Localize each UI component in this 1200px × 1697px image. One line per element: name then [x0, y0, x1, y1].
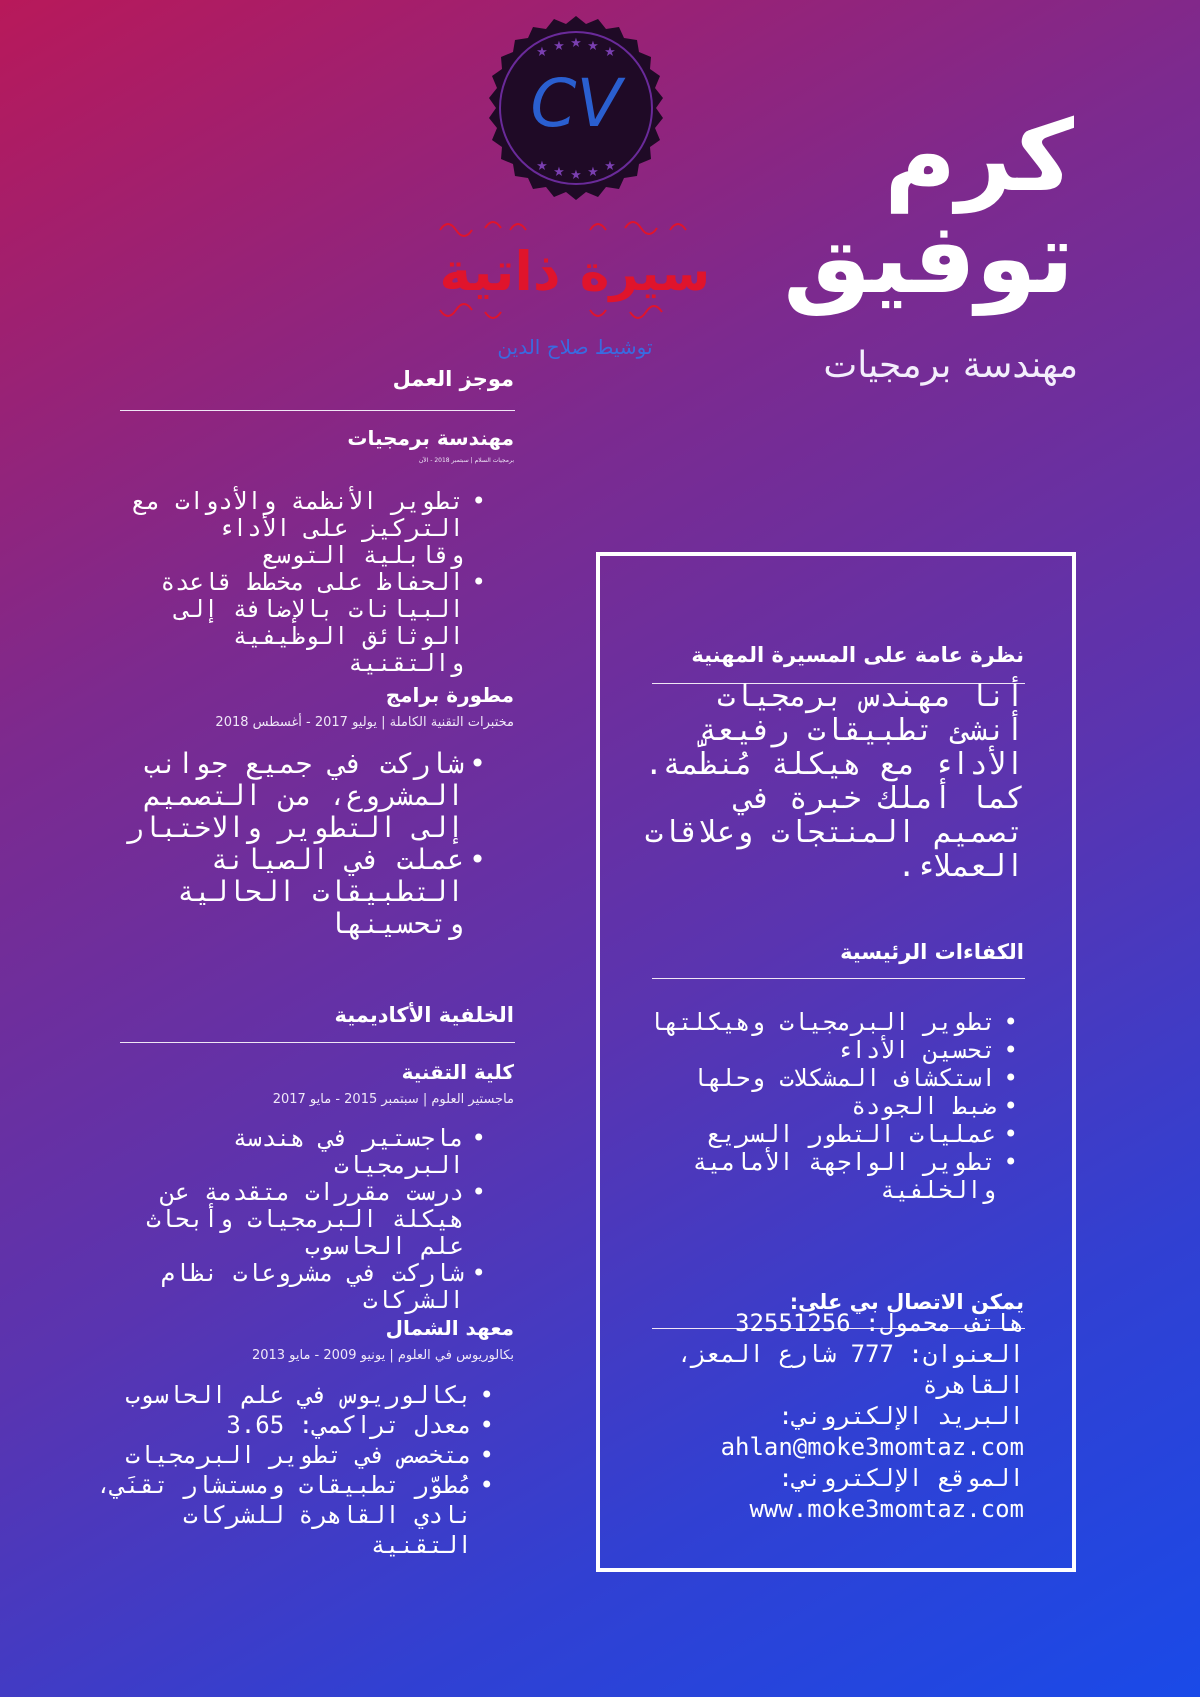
contact-email-label: البريد الإلكتروني:	[778, 1402, 1024, 1430]
list-item: • تطوير الأنظمة والأدوات مع التركيز على الأداء وقابلية التوسع	[112, 488, 492, 569]
school-title-2: معهد الشمال	[385, 1316, 514, 1340]
job-bullets-2	[112, 748, 492, 940]
education-heading: الخلفية الأكاديمية	[334, 1003, 514, 1027]
contact-website-label: الموقع الإلكتروني:	[778, 1464, 1024, 1492]
competencies-heading: الكفاءات الرئيسية	[840, 940, 1024, 964]
list-item: • الحفاظ على مخطط قاعدة البيانات بالإضافة إلى الوثائق الوظيفية والتقنية	[112, 569, 492, 677]
svg-text:★: ★	[536, 45, 548, 60]
cv-title-word2: ذاتية	[439, 240, 561, 303]
experience-heading: موجز العمل	[392, 367, 514, 391]
job-bullets-1	[112, 488, 492, 677]
experience-divider	[120, 410, 515, 411]
job-title-1: مهندسة برمجيات	[347, 426, 514, 450]
job-meta-2: مختبرات التقنية الكاملة | يوليو 2017 - أغسطس 2018	[215, 715, 514, 730]
job-title: مهندسة برمجيات	[823, 345, 1078, 386]
cv-title-logo	[430, 200, 720, 360]
job-meta-1: برمجيات السلام | سبتمبر 2018 - الآن	[418, 457, 514, 464]
list-item: • تطوير الواجهة الأمامية والخلفية	[644, 1148, 1024, 1204]
list-item: • ضبط الجودة	[644, 1092, 1024, 1120]
contact-email-link[interactable]: ahlan@moke3momtaz.com	[720, 1433, 1024, 1461]
list-item: • مُطوّر تطبيقات ومستشار تقنَي، نادي القاهرة للشركات التقنية	[90, 1470, 500, 1560]
svg-text:★: ★	[604, 159, 616, 174]
last-name: توفيق	[783, 202, 1074, 316]
competencies-divider	[652, 978, 1025, 979]
list-item: • ماجستير في هندسة البرمجيات	[92, 1125, 492, 1179]
contact-website-link[interactable]: www.moke3momtaz.com	[749, 1495, 1024, 1523]
cv-title-word1: سيرة	[579, 244, 711, 302]
svg-text:★: ★	[553, 39, 565, 54]
contact-address: العنوان: 777 شارع المعز، القاهرة	[677, 1340, 1024, 1399]
svg-text:★: ★	[570, 36, 582, 51]
badge-monogram: CV	[530, 65, 622, 142]
list-item: • شاركت في مشروعات نظام الشركات	[92, 1260, 492, 1314]
svg-text:★: ★	[604, 45, 616, 60]
svg-text:★: ★	[570, 168, 582, 183]
list-item: • درست مقررات متقدمة عن هيكلة البرمجيات وأبحاث علم الحاسوب	[92, 1179, 492, 1260]
list-item: • عملت في الصيانة التطبيقات الحالية وتحسينها	[112, 844, 492, 940]
education-divider	[120, 1042, 515, 1043]
svg-text:★: ★	[536, 159, 548, 174]
cv-badge-logo	[482, 14, 670, 202]
svg-text:★: ★	[553, 165, 565, 180]
list-item: • متخصص في تطوير البرمجيات	[90, 1440, 500, 1470]
list-item: • عمليات التطور السريع	[644, 1120, 1024, 1148]
overview-text: أنا مهندس برمجيات أنشئ تطبيقات رفيعة الأداء مع هيكلة مُنظَّمة. كما أملك خبرة في تصميم المنتجات وعلاقات العملاء.	[644, 679, 1024, 884]
contact-heading: يمكن الاتصال بي على:	[789, 1290, 1024, 1314]
list-item: • شاركت في جميع جوانب المشروع، من التصميم إلى التطوير والاختبار	[112, 748, 492, 844]
school-bullets-2	[90, 1380, 500, 1560]
overview-heading: نظرة عامة على المسيرة المهنية	[691, 643, 1024, 667]
list-item: • استكشاف المشكلات وحلها	[644, 1064, 1024, 1092]
svg-text:★: ★	[587, 165, 599, 180]
school-bullets-1	[92, 1125, 492, 1314]
list-item: • معدل تراكمي: 3.65	[90, 1410, 500, 1440]
contact-details	[634, 1308, 1024, 1525]
school-meta-1: ماجستير العلوم | سبتمبر 2015 - مايو 2017	[272, 1092, 514, 1107]
list-item: • بكالوريوس في علم الحاسوب	[90, 1380, 500, 1410]
school-meta-2: بكالوريوس في العلوم | يونيو 2009 - مايو 2013	[251, 1348, 514, 1363]
competencies-list	[644, 1008, 1024, 1204]
contact-phone: هاتف محمول: 32551256	[735, 1309, 1024, 1337]
svg-text:★: ★	[587, 39, 599, 54]
list-item: • تطوير البرمجيات وهيكلتها	[644, 1008, 1024, 1036]
school-title-1: كلية التقنية	[401, 1060, 514, 1084]
first-name: كرم	[884, 100, 1074, 214]
cv-signature: توشيط صلاح الدين	[497, 335, 653, 359]
job-title-2: مطورة برامج	[385, 683, 514, 707]
list-item: • تحسين الأداء	[644, 1036, 1024, 1064]
